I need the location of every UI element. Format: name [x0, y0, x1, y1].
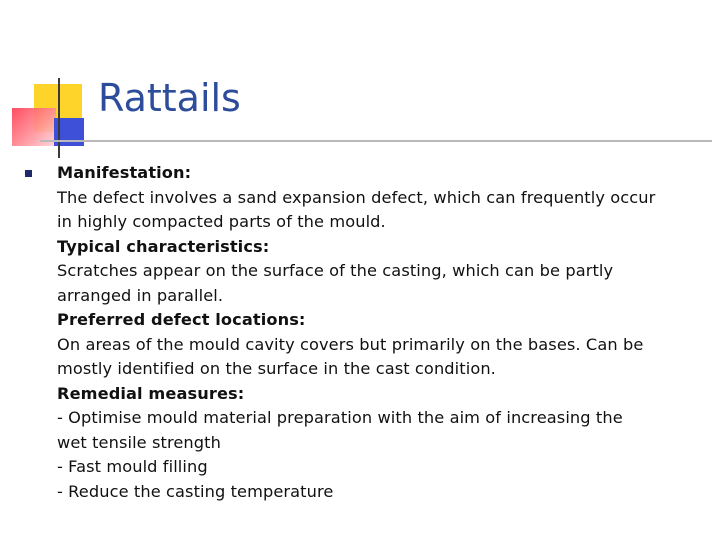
body-line: - Fast mould filling: [57, 457, 208, 476]
slide-body: [57, 161, 707, 504]
title-underline: [40, 140, 712, 142]
decor-vertical-line: [58, 78, 60, 158]
bullet-square-icon: [25, 170, 32, 177]
body-line: On areas of the mould cavity covers but primarily on the bases. Can be: [57, 334, 644, 354]
slide-title: Rattails: [98, 76, 241, 120]
body-line: arranged in parallel.: [57, 285, 224, 305]
body-line: The defect involves a sand expansion defect, which can frequently occur: [57, 187, 656, 207]
body-line: wet tensile strength: [57, 432, 221, 452]
section-heading: Typical characteristics:: [57, 236, 270, 256]
body-line: - Optimise mould material preparation with the aim of increasing the: [57, 408, 623, 427]
body-line: in highly compacted parts of the mould.: [57, 212, 386, 231]
body-line: Scratches appear on the surface of the casting, which can be partly: [57, 261, 614, 280]
section-heading: Preferred defect locations:: [57, 310, 306, 329]
body-line: mostly identified on the surface in the cast condition.: [57, 359, 496, 378]
section-heading: Manifestation:: [57, 163, 192, 182]
section-heading: Remedial measures:: [57, 383, 245, 403]
body-line: - Reduce the casting temperature: [57, 481, 334, 501]
